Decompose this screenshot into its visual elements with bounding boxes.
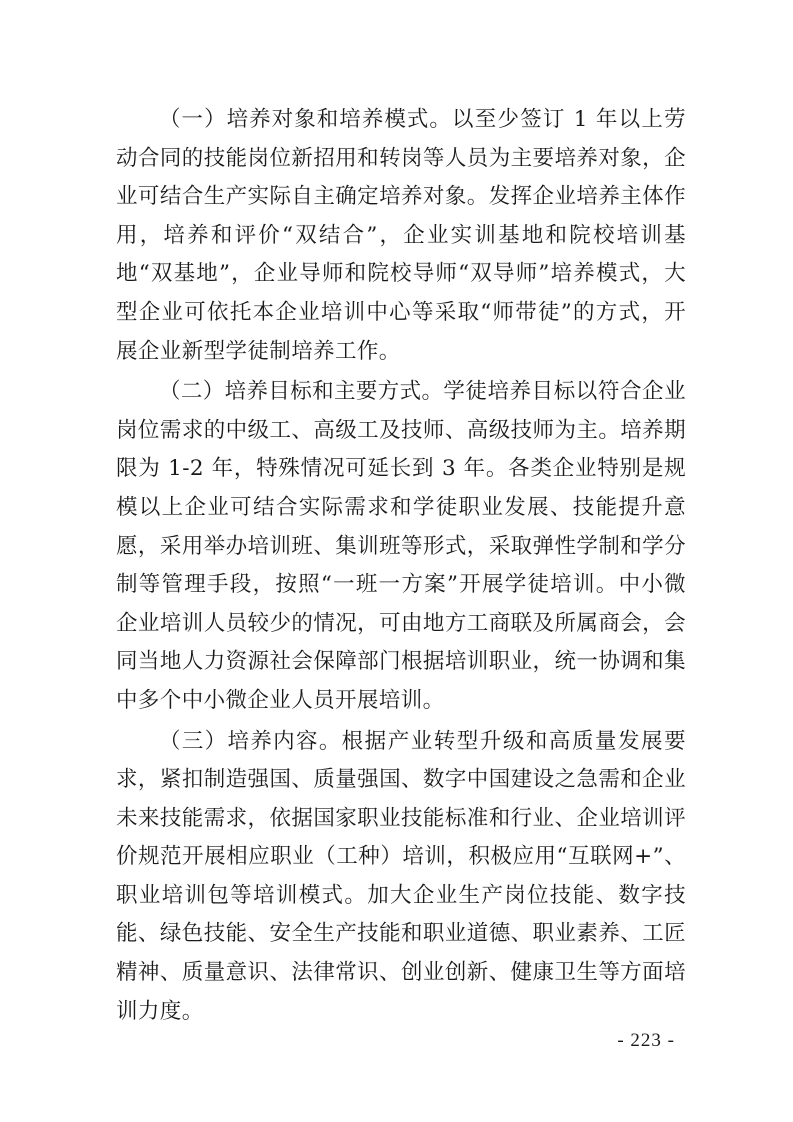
- section-paragraph-3: [116, 723, 686, 1032]
- section-text-2: 学徒培养目标以符合企业岗位需求的中级工、高级工及技师、高级技师为主。培养期限为 1-2 年，特殊情况可延长到 3 年。各类企业特别是规模以上企业可结合实际需求和学徒职业发展、技能提升意愿，采用举办培训班、集训班等形式，采取弹性学制和学分制等管理手段，按照“一班一方案”开展学徒培训。中小微企业培训人员较少的情况，可由地方工商联及所属商会，会同当地人力资源社会保障部门根据培训职业，统一协调和集中多个中小微企业人员开展培训。: [116, 379, 686, 713]
- document-body: [116, 101, 686, 1033]
- section-paragraph-1: [116, 101, 686, 371]
- page-number: - 223 -: [617, 1030, 675, 1051]
- section-paragraph-2: [116, 373, 686, 720]
- section-heading-1: （一）培养对象和培养模式。: [159, 107, 452, 132]
- section-text-3: 根据产业转型升级和高质量发展要求，紧扣制造强国、质量强国、数字中国建设之急需和企业未来技能需求，依据国家职业技能标准和行业、企业培训评价规范开展相应职业（工种）培训，积极应用“互联网+”、职业培训包等培训模式。加大企业生产岗位技能、数字技能、绿色技能、安全生产技能和职业道德、职业素养、工匠精神、质量意识、法律常识、创业创新、健康卫生等方面培训力度。: [116, 728, 686, 1024]
- section-heading-3: （三）培养内容。: [159, 728, 342, 754]
- section-text-1: 以至少签订 1 年以上劳动合同的技能岗位新招用和转岗等人员为主要培养对象，企业可结合生产实际自主确定培养对象。发挥企业培养主体作用，培养和评价“双结合”，企业实训基地和院校培训基地“双基地”，企业导师和院校导师“双导师”培养模式，大型企业可依托本企业培训中心等采取“师带徒”的方式，开展企业新型学徒制培养工作。: [116, 107, 686, 364]
- section-heading-2: （二）培养目标和主要方式。: [159, 379, 444, 405]
